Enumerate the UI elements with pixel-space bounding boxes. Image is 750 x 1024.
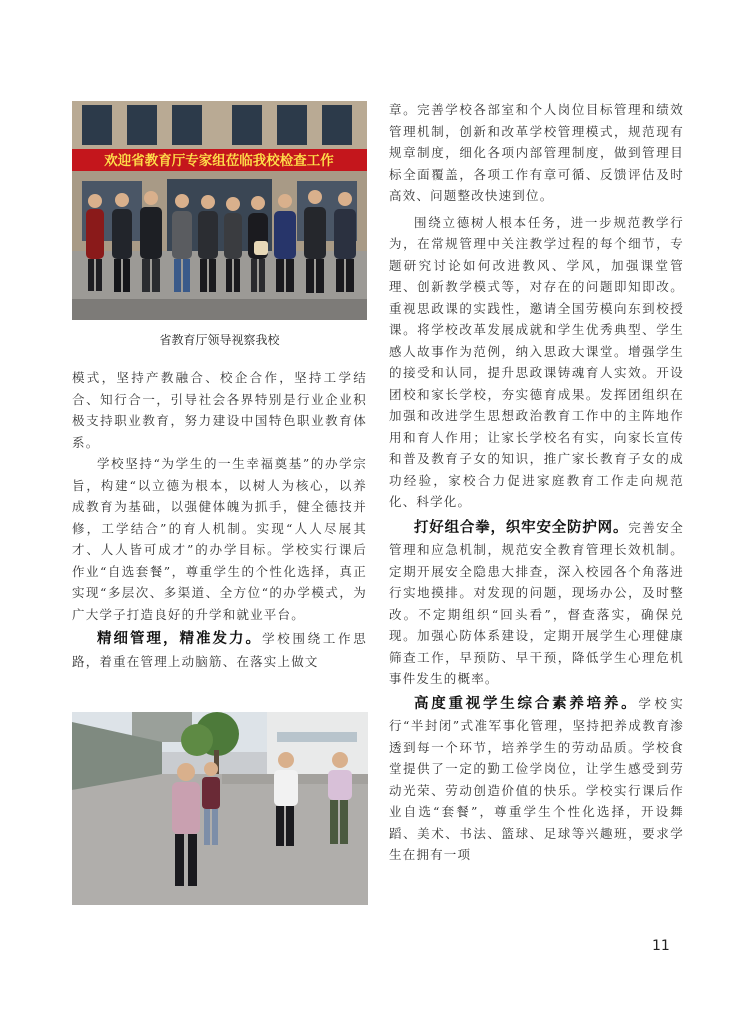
group-photo: [72, 101, 367, 320]
section-heading: 高度重视学生综合素养培养。: [414, 695, 639, 712]
paragraph: 学校坚持“为学生的一生幸福奠基”的办学宗旨，构建“以立德为根本，以树人为核心，以养成教育为基础，以强健体魄为抓手，健全德技并修，工学结合”的育人机制。实现“人人尽展其才、人人皆可成才”的办学目标。学校实行课后作业“自选套餐”，尊重学生的个性化选择，真正实现“多层次、多渠道、全方位“的办学模式，为广大学子打造良好的升学和就业平台。: [72, 456, 367, 622]
section-heading: 精细管理，精准发力。: [97, 631, 263, 647]
section-heading: 打好组合拳，织牢安全防护网。: [414, 519, 629, 536]
paragraph: 模式，坚持产教融合、校企合作，坚持工学结合、知行合一，引导社会各界特别是行业企业积极支持职业教育，努力建设中国特色职业教育体系。: [72, 370, 367, 450]
left-column: [72, 367, 367, 672]
right-column: [389, 99, 684, 866]
paragraph-text: 学校围绕工作思路，着重在管理上动脑筋、在落实上做文: [72, 631, 367, 669]
paragraph-text: 学校实行“半封闭”式准军事化管理，坚持把养成教育渗透到每一个环节，培养学生的劳动品质。学校食堂提供了一定的勤工俭学岗位，让学生感受到劳动光荣、劳动创造价值的快乐。学校实行课后作业自选“套餐”，尊重学生个性化选择，开设舞蹈、美术、书法、篮球、足球等兴趣班，要求学生在拥有一项: [389, 695, 684, 862]
page-number: 11: [652, 938, 670, 954]
inspection-photo: [72, 712, 368, 905]
photo-caption: 省教育厅领导视察我校: [159, 333, 280, 347]
paragraph-text: 完善安全管理和应急机制，规范安全教育管理长效机制。定期开展安全隐患大排查，深入校园各个角落进行实地摸排。对发现的问题，现场办公，及时整改。不定期组织“回头看”，督查落实，确保兑现。加强心防体系建设，定期开展学生心理健康筛查工作，早预防、早干预，降低学生心理危机事件发生的概率。: [389, 519, 684, 686]
welcome-banner: 欢迎省教育厅专家组莅临我校检查工作: [104, 153, 334, 169]
paragraph: [72, 628, 367, 672]
paragraph: [389, 517, 684, 690]
paragraph: [389, 693, 684, 866]
paragraph: 围绕立德树人根本任务，进一步规范教学行为，在常规管理中关注教学过程的每个细节，专题研究讨论如何改进教风、学风，加强课堂管理、创新教学模式等，对存在的问题即知即改。重视思政课的实践性，邀请全国劳模向东到校授课。将学校改革发展成就和学生优秀典型、学生感人故事作为范例，纳入思政大课堂。增强学生的接受和认同，提升思政课铸魂育人实效。开设团校和家长学校，夯实德育成果。发挥团组织在加强和改进学生思想政治教育工作中的主阵地作用和育人作用；让家长学校名有实，向家长宣传和普及教育子女的知识，推广家长教育子女的成功经验，家校合力促进家庭教育工作走向规范化、科学化。: [389, 214, 684, 509]
paragraph: 章。完善学校各部室和个人岗位目标管理和绩效管理机制，创新和改革学校管理模式，规范现有规章制度，细化各项内部管理制度，做到管理目标全面覆盖，各项工作有章可循、反馈评估及时高效、问题整改快速到位。: [389, 102, 684, 203]
